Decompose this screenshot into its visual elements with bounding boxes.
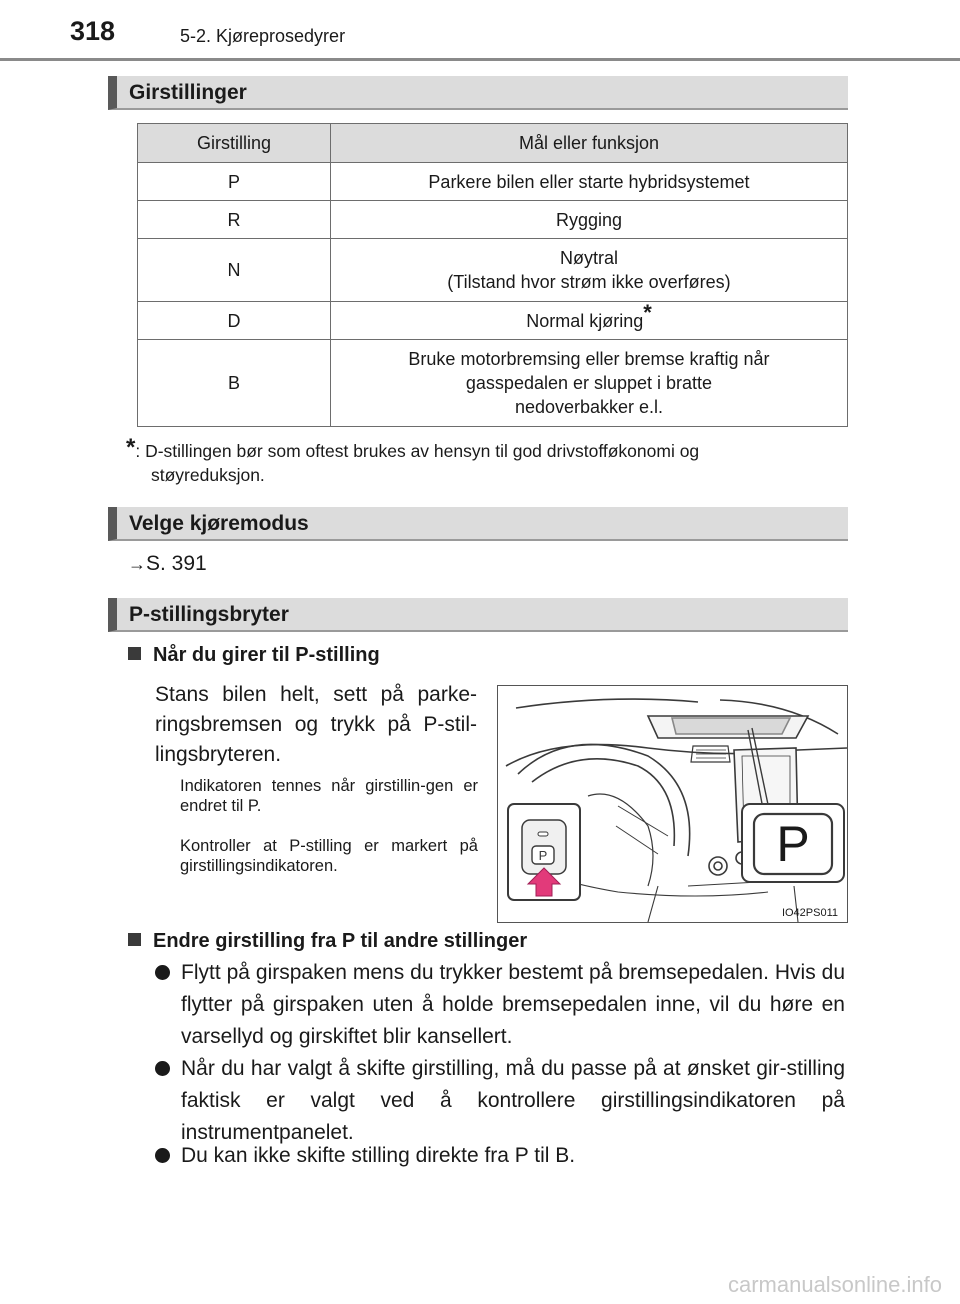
section-header-gear-positions (108, 76, 848, 110)
list-item (155, 1053, 845, 1149)
instruction-text: Stans bilen helt, sett på parke-ringsbremsen og trykk på P-stil-lingsbryteren. (155, 683, 477, 766)
subsection-title: Endre girstilling fra P til andre stillinger (153, 930, 528, 952)
section-title: Velge kjøremodus (129, 512, 309, 535)
table-header-row (138, 124, 848, 163)
column-header: Girstilling (138, 124, 331, 163)
table-row (138, 239, 848, 302)
list-item-text: Når du har valgt å skifte girstilling, må du passe på at ønsket gir-stilling faktisk er valgt ved å kontrollere girstillingsindikatoren på instrumentpanelet. (181, 1057, 845, 1144)
subsection-title: Når du girer til P-stilling (153, 644, 380, 666)
header-rule (0, 58, 960, 61)
gear-cell: R (138, 201, 331, 239)
footnote-star: * (126, 434, 136, 461)
function-cell: Nøytral (Tilstand hvor strøm ikke overføres) (331, 239, 848, 302)
subsection-heading (128, 930, 527, 953)
table-row (138, 340, 848, 427)
arrow-right-icon: → (128, 554, 146, 574)
note-text: Indikatoren tennes når girstillin-gen er endret til P. (180, 777, 478, 815)
section-header-p-switch (108, 598, 848, 632)
chapter-title: 5-2. Kjøreprosedyrer (180, 26, 346, 46)
dashboard-drawing (498, 686, 847, 922)
small-p-label: P (538, 848, 548, 863)
section-header-drive-mode (108, 507, 848, 541)
subsection-heading (128, 644, 380, 667)
page-reference (128, 552, 207, 576)
page-number: 318 (70, 16, 116, 46)
gear-cell: B (138, 340, 331, 427)
list-item (155, 957, 845, 1053)
list-item-text: Flytt på girspaken mens du trykker bestemt på bremsepedalen. Hvis du flytter på girspaken uten å holde bremsepedalen inne, vil du høre en varsellyd og girskiftet blir kansellert. (181, 961, 845, 1048)
gear-cell: P (138, 163, 331, 201)
section-title: Girstillinger (129, 81, 247, 104)
gear-cell: N (138, 239, 331, 302)
gear-cell: D (138, 302, 331, 340)
function-cell-wrap (331, 302, 848, 340)
bullet-icon (155, 1061, 170, 1076)
function-cell: Bruke motorbremsing eller bremse kraftig når gasspedalen er sluppet i bratte nedoverbakker e.l. (331, 340, 848, 427)
function-cell: Parkere bilen eller starte hybridsystemet (331, 163, 848, 201)
function-cell: Normal kjøring (526, 311, 644, 331)
list-item (155, 1140, 845, 1172)
gear-position-table (137, 123, 848, 427)
list-item-text: Du kan ikke skifte stilling direkte fra P til B. (181, 1144, 576, 1167)
square-bullet-icon (128, 933, 141, 946)
note-text: Kontroller at P-stilling er markert på girstillingsindikatoren. (180, 837, 478, 875)
section-title: P-stillingsbryter (129, 603, 289, 626)
big-p-label: P (776, 816, 810, 872)
footnote-text: : D-stillingen bør som oftest brukes av hensyn til god drivstofføkonomi og (135, 441, 700, 461)
reference-link[interactable]: S. 391 (146, 552, 207, 575)
table-row (138, 201, 848, 239)
square-bullet-icon (128, 647, 141, 660)
table-row (138, 163, 848, 201)
footnote (126, 434, 842, 488)
footnote-text-continued: støyreduksjon. (151, 465, 265, 485)
function-cell: Rygging (331, 201, 848, 239)
footnote-mark: * (643, 300, 652, 325)
bullet-icon (155, 1148, 170, 1163)
bullet-icon (155, 965, 170, 980)
column-header: Mål eller funksjon (331, 124, 848, 163)
figure-code: IO42PS011 (781, 907, 838, 919)
dashboard-illustration (497, 685, 848, 923)
watermark: carmanualsonline.info (727, 1272, 942, 1297)
table-row (138, 302, 848, 340)
